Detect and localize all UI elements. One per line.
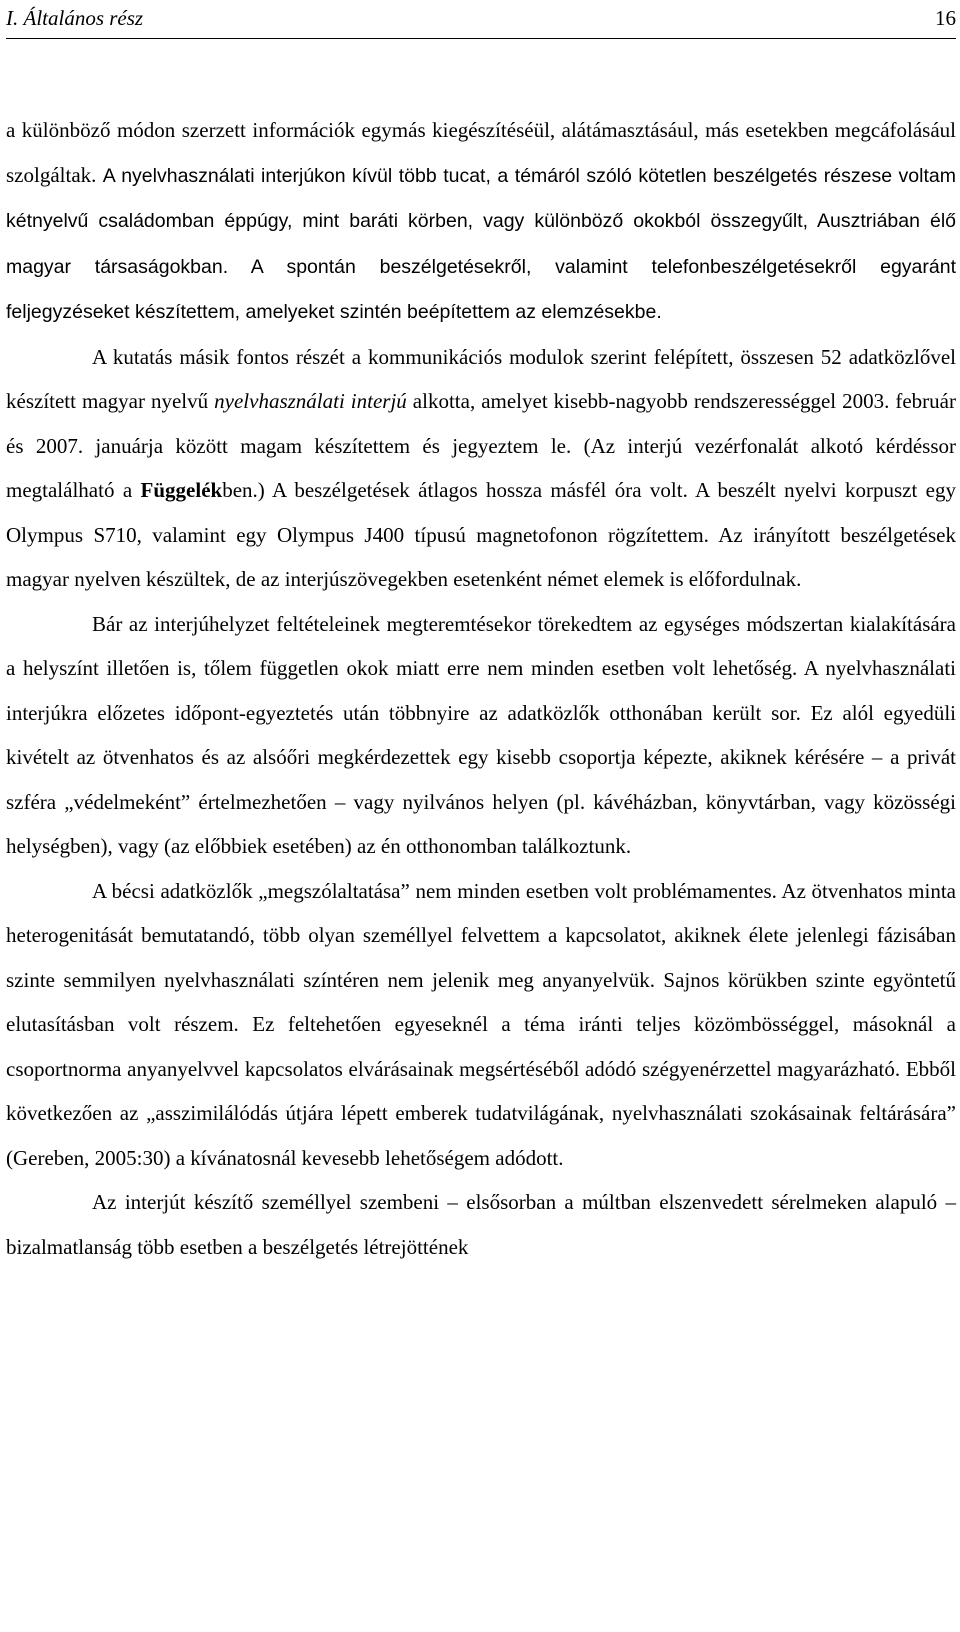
chapter-title: I. Általános rész xyxy=(6,6,144,30)
paragraph-1-serif: a különböző módon szerzett információk egymás kiegészítéséül, alátámasztásául, más esetekben megcáfolásául szolgáltak. xyxy=(6,118,956,187)
paragraph-2 xyxy=(6,335,956,602)
body-text xyxy=(6,108,956,1269)
paragraph-1 xyxy=(6,108,956,335)
paragraph-2-part2: alkotta, amelyet kisebb-nagyobb rendszerességgel 2003. február és 2007. januárja között magam készítettem és jegyeztem le. (Az interjú vezérfonalát alkotó kérdéssor megtalálható a xyxy=(6,389,956,502)
running-header xyxy=(6,4,956,39)
appendix-reference: Függelék xyxy=(140,478,223,502)
page-number: 16 xyxy=(935,6,956,30)
paragraph-3: Bár az interjúhelyzet feltételeinek megteremtésekor törekedtem az egységes módszertan kialakítására a helyszínt illetően is, tőlem független okok miatt erre nem minden esetben volt lehetőség. A nyelvhasználati interjúkra előzetes időpont-egyeztetés után többnyire az adatközlők otthonában került sor. Ez alól egyedüli kivételt az ötvenhatos és az alsóőri megkérdezettek egy kisebb csoportja képezte, akiknek kérésére – a privát szféra „védelmeként” értelmezhetően – vagy nyilvános helyen (pl. kávéházban, könyvtárban, vagy közösségi helységben), vagy (az előbbiek esetében) az én otthonomban találkoztunk. xyxy=(6,611,956,858)
paragraph-2-italic: nyelvhasználati interjú xyxy=(214,389,407,413)
paragraph-5: Az interjút készítő személlyel szembeni – elsősorban a múltban elszenvedett sérelmeken alapuló – bizalmatlanság több esetben a beszélgetés létrejöttének xyxy=(6,1190,956,1259)
paragraph-2-part1: A kutatás másik fontos részét a kommunikációs modulok szerint felépített, összesen 52 adatközlővel készített magyar nyelvű xyxy=(6,344,956,413)
paragraph-4: A bécsi adatközlők „megszólaltatása” nem minden esetben volt problémamentes. Az ötvenhatos minta heterogenitását bemutatandó, több olyan személlyel felvettem a kapcsolatot, akiknek élete jelenlegi fázisában szinte semmilyen nyelvhasználati színtéren nem jelenik meg anyanyelvük. Sajnos körükben szinte egyöntetű elutasításban volt részem. Ez feltehetően egyeseknél a téma iránti teljes közömbösséggel, másoknál a csoportnorma anyanyelvvel kapcsolatos elvárásainak megsértéséből adódó szégyenérzettel magyarázható. Ebből következően az „asszimilálódás útjára lépett emberek tudatvilágának, nyelvhasználati szokásainak feltárására” (Gereben, 2005:30) a kívánatosnál kevesebb lehetőségem adódott. xyxy=(6,878,956,1170)
paragraph-1-sans: A nyelvhasználati interjúkon kívül több tucat, a témáról szóló kötetlen beszélgetés részese voltam kétnyelvű családomban éppúgy, mint baráti körben, vagy különböző okokból összegyűlt, Ausztriában élő magyar társaságokban. A spontán beszélgetésekről, valamint telefonbeszélgetésekről egyaránt feljegyzéseket készítettem, amelyeket szintén beépítettem az elemzésekbe. xyxy=(6,164,956,323)
paragraph-2-part3: ben.) A beszélgetések átlagos hossza másfél óra volt. A beszélt nyelvi korpuszt egy Olympus S710, valamint egy Olympus J400 típusú magnetofonon rögzítettem. Az irányított beszélgetések magyar nyelven készültek, de az interjúszövegekben esetenként német elemek is előfordulnak. xyxy=(6,478,957,591)
